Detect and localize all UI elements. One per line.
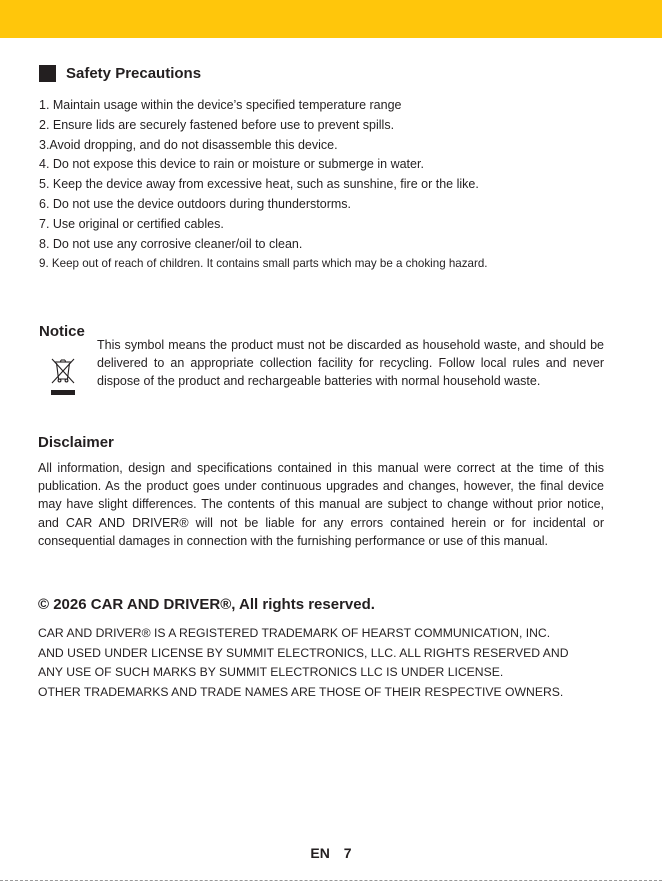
list-item: 5. Keep the device away from excessive heat, such as sunshine, fire or the like. [39,177,479,192]
trademark-line: ANY USE OF SUCH MARKS BY SUMMIT ELECTRONICS LLC IS UNDER LICENSE. [38,665,504,680]
notice-heading: Notice [39,323,85,340]
list-item: 7. Use original or certified cables. [39,216,224,231]
notice-text: This symbol means the product must not be discarded as household waste, and should be delivered to an appropriate collection facility for recycling. Follow local rules and never dispose of the product and rechargeable batteries with normal household waste. [97,338,604,389]
disclaimer-heading: Disclaimer [38,434,114,451]
crossed-out-wheelie-bin-icon [50,354,76,398]
copyright-heading: © 2026 CAR AND DRIVER®, All rights reserved. [38,596,375,613]
list-item: 4. Do not expose this device to rain or moisture or submerge in water. [39,157,424,172]
trademark-notice [38,624,618,702]
safety-heading: Safety Precautions [66,65,202,82]
list-item: 8. Do not use any corrosive cleaner/oil to clean. [39,236,303,251]
list-item: 3.Avoid dropping, and do not disassemble this device. [39,137,338,152]
list-item: 9. Keep out of reach of children. It contains small parts which may be a choking hazard. [39,257,488,271]
list-item: 2. Ensure lids are securely fastened before use to prevent spills. [39,117,395,132]
trademark-line: AND USED UNDER LICENSE BY SUMMIT ELECTRONICS, LLC. ALL RIGHTS RESERVED AND [38,645,569,660]
list-item: 1. Maintain usage within the device’s specified temperature range [39,98,402,112]
page-number: 7 [343,845,352,861]
safety-list [39,96,629,274]
header-bar [0,0,662,38]
page-footer [0,845,662,861]
section-marker-icon [39,65,56,82]
language-code: EN [310,845,330,861]
disclaimer-text: All information, design and specifications contained in this manual were correct at the time of this publication. As the product goes under continuous upgrades and changes, however, the final device may have slight differences. The contents of this manual are subject to change without prior notice, and CAR AND DRIVER® will not be liable for any errors contained herein or for incidental or consequential damages in connection with the furnishing performance or use of this manual. [38,461,604,548]
list-item: 6. Do not use the device outdoors during thunderstorms. [39,196,351,211]
trademark-line: CAR AND DRIVER® IS A REGISTERED TRADEMARK OF HEARST COMMUNICATION, INC. [38,626,551,640]
trademark-line: OTHER TRADEMARKS AND TRADE NAMES ARE THOSE OF THEIR RESPECTIVE OWNERS. [38,684,564,699]
safety-heading-row [39,65,201,82]
page-edge-divider [0,880,662,881]
